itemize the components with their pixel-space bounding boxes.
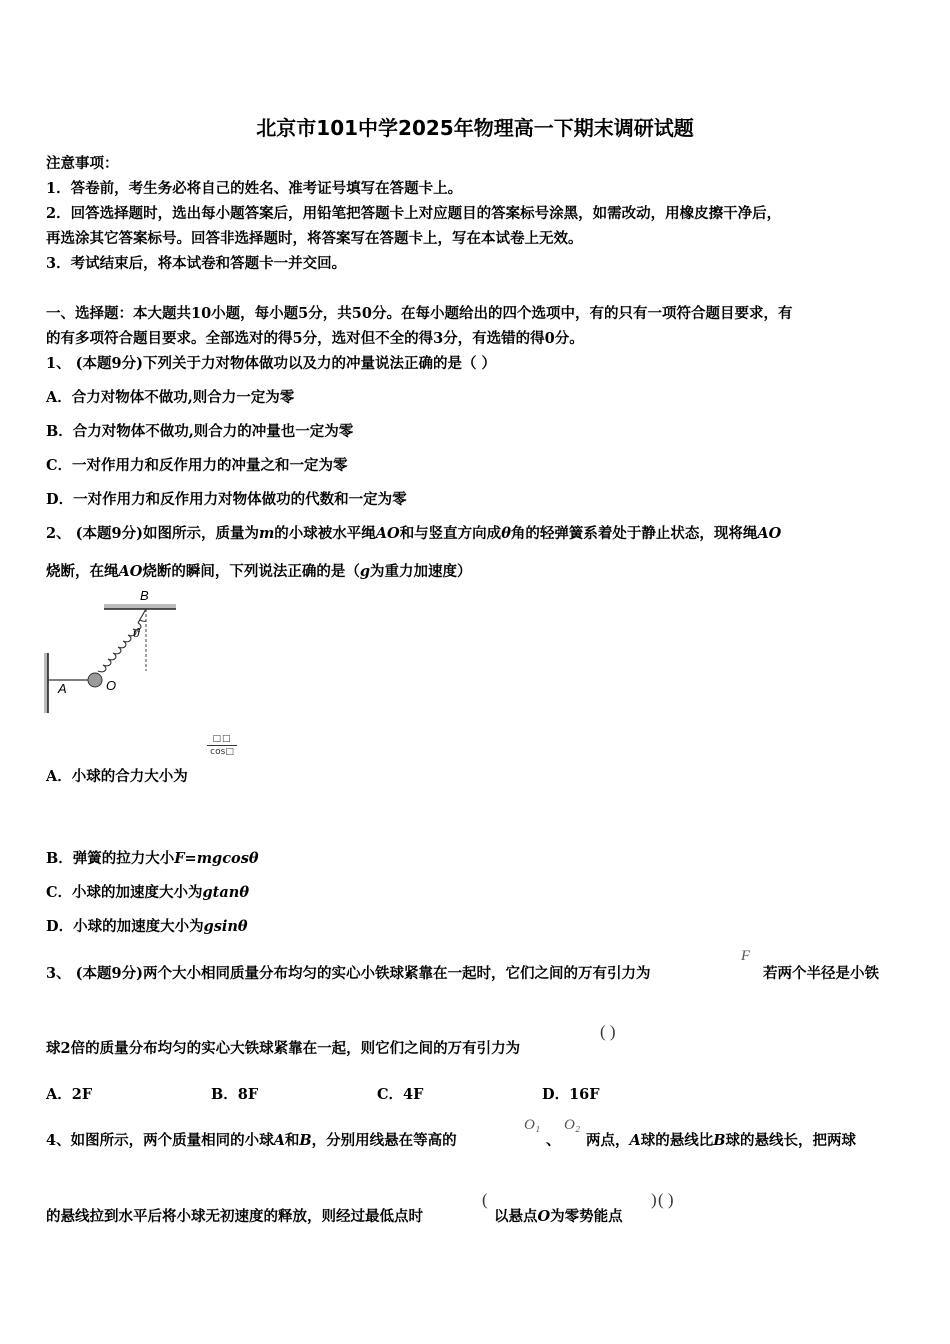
answer-blank: ( ) [658, 1190, 674, 1209]
section-instructions: 一、选择题：本大题共10小题，每小题5分，共50分。在每小题给出的四个选项中，有的只有一项符合题目要求，有 [46, 305, 793, 322]
page-title: 北京市101中学2025年物理高一下期末调研试题 [256, 116, 694, 140]
question-3-option-c: C．4F [377, 1086, 424, 1103]
question-4-stem-line2: 的悬线拉到水平后将小球无初速度的释放，则经过最低点时 [46, 1208, 423, 1225]
formula-o1: O₁ [524, 1117, 541, 1133]
separator: 、 [546, 1132, 561, 1149]
section-instructions: 的有多项符合题目要求。全部选对的得5分，选对但不全的得3分，有选错的得0分。 [46, 330, 584, 347]
question-3-option-d: D．16F [542, 1086, 600, 1103]
spring-ball-figure [40, 585, 185, 720]
question-4-stem-line2-cont: 以悬点O为零势能点 [494, 1208, 623, 1225]
question-2-stem-line2: 烧断，在绳AO烧断的瞬间，下列说法正确的是（g为重力加速度） [46, 563, 472, 580]
question-3-stem: 3、 (本题9分)两个大小相同质量分布均匀的实心小铁球紧靠在一起时，它们之间的万有引力为 [46, 965, 651, 982]
label-b: B [140, 588, 149, 603]
question-2-option-b: B．弹簧的拉力大小F=mgcosθ [46, 850, 259, 867]
label-a: A [58, 681, 67, 696]
wall-hatch [44, 653, 48, 713]
question-3-option-a: A．2F [46, 1086, 93, 1103]
angle-arc [140, 620, 146, 621]
formula-f-symbol: F [741, 948, 751, 964]
paren-open: ( [482, 1190, 488, 1209]
fraction-image: □□ cos□ [207, 734, 237, 757]
question-1-option-a: A．合力对物体不做功,则合力一定为零 [46, 389, 295, 406]
question-3-stem-line2: 球2倍的质量分布均匀的实心大铁球紧靠在一起，则它们之间的万有引力为 [46, 1040, 521, 1057]
question-1-option-d: D．一对作用力和反作用力对物体做功的代数和一定为零 [46, 491, 407, 508]
paren-close: ) [651, 1190, 657, 1209]
formula-o2: O₂ [564, 1117, 581, 1133]
label-theta: ϑ [133, 625, 140, 640]
question-4-stem: 4、如图所示，两个质量相同的小球A和B，分别用线悬在等高的 [46, 1132, 457, 1149]
ceiling-hatch [104, 604, 176, 609]
question-2-stem: 2、 (本题9分)如图所示，质量为m的小球被水平绳AO和与竖直方向成θ角的轻弹簧系着处于静止状态，现将绳AO [46, 525, 782, 542]
ball [88, 673, 102, 687]
notice-item: 2．回答选择题时，选出每小题答案后，用铅笔把答题卡上对应题目的答案标号涂黑，如需改动，用橡皮擦干净后， [46, 205, 782, 222]
notice-item: 1．答卷前，考生务必将自己的姓名、准考证号填写在答题卡上。 [46, 180, 463, 197]
question-3-option-b: B．8F [211, 1086, 259, 1103]
question-2-option-d: D．小球的加速度大小为gsinθ [46, 918, 248, 935]
question-1-option-c: C．一对作用力和反作用力的冲量之和一定为零 [46, 457, 348, 474]
label-o: O [106, 678, 117, 693]
question-1-stem: 1、 (本题9分)下列关于力对物体做功以及力的冲量说法正确的是（ ） [46, 355, 496, 372]
answer-blank: ( ) [600, 1022, 616, 1041]
question-2-option-a: A．小球的合力大小为 [46, 768, 188, 785]
question-3-stem-suffix: 若两个半径是小铁 [763, 965, 879, 982]
notice-item: 再选涂其它答案标号。回答非选择题时，将答案写在答题卡上，写在本试卷上无效。 [46, 230, 583, 247]
question-1-option-b: B．合力对物体不做功,则合力的冲量也一定为零 [46, 423, 354, 440]
question-4-stem-cont: 两点，A球的悬线比B球的悬线长，把两球 [586, 1132, 857, 1149]
notice-heading: 注意事项： [46, 155, 119, 172]
question-2-option-c: C．小球的加速度大小为gtanθ [46, 884, 249, 901]
notice-item: 3．考试结束后，将本试卷和答题卡一并交回。 [46, 255, 347, 272]
